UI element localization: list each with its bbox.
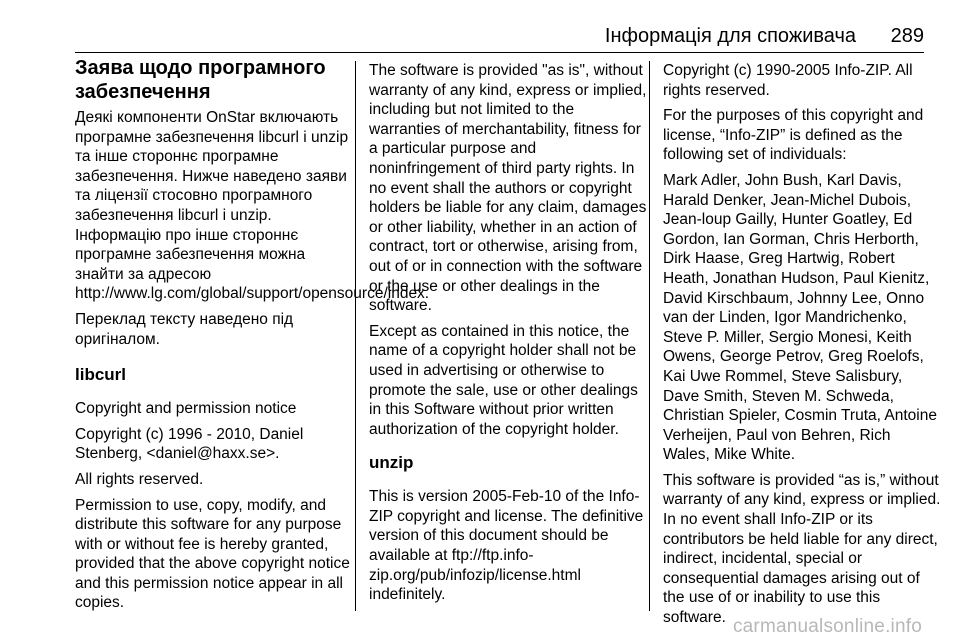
page-number: 289: [890, 25, 924, 47]
paragraph: Copyright and permission notice: [75, 400, 297, 418]
paragraph: Copyright (c) 1996 - 2010, Daniel Stenberg, <daniel@haxx.se>.: [75, 425, 304, 463]
column-1: [75, 56, 430, 619]
paragraph: Copyright (c) 1990-2005 Info-ZIP. All rights reserved.: [663, 62, 913, 99]
column-divider-2: [649, 61, 650, 611]
paragraph: Permission to use, copy, modify, and distribute this software for any purpose with or without fee is hereby granted, provided that the above copyright notice and this permission notice appear in all copies.: [75, 496, 350, 612]
paragraph: For the purposes of this copyright and license, “Info-ZIP” is defined as the following set of individuals:: [663, 107, 924, 164]
page-header: [0, 0, 960, 52]
paragraph: This is version 2005-Feb-10 of the Info-ZIP copyright and license. The definitive version of this document should be available at ftp://ftp.info-zip.org/pub/infozip/license.html indefinitely.: [369, 488, 644, 604]
paragraph: The software is provided "as is", without warranty of any kind, express or implied, including but not limited to the warranties of merchantability, fitness for a particular purpose and noninfringement of third party rights. In no event shall the authors or copyright holders be liable for any claim, damages or other liability, whether in an action of contract, tort or otherwise, arising from, out of or in connection with the software or the use or other dealings in the software.: [369, 62, 647, 315]
paragraph: Деякі компоненти OnStar включають програмне забезпечення libcurl і unzip та інше стороннє програмне забезпечення. Нижче наведено заяви та ліцензії стосовно програмного забезпечення libcurl і unzip. Інформацію про інше стороннє програмне забезпечення можна знайти за адресою http://www.lg.com/global/support/opensource/index.: [75, 109, 430, 303]
paragraph: Mark Adler, John Bush, Karl Davis, Harald Denker, Jean-Michel Dubois, Jean-loup Gailly, Hunter Goatley, Ed Gordon, Ian Gorman, Chris Herborth, Dirk Haase, Greg Hartwig, Robert Heath, Jonathan Hudson, Paul Kienitz, David Kirschbaum, Johnny Lee, Onno van der Linden, Igor Mandrichenko, Steve P. Miller, Sergio Monesi, Keith Owens, George Petrov, Greg Roelofs, Kai Uwe Rommel, Steve Salisbury, Dave Smith, Steven M. Schweda, Christian Spieler, Cosmin Truta, Antoine Verheijen, Paul von Behren, Rich Wales, Mike White.: [663, 171, 937, 464]
paragraph: This software is provided “as is,” without warranty of any kind, express or implied. In no event shall Info-ZIP or its contributors be held liable for any direct, indirect, incidental, special or consequential damages arising out of the use of or inability to use this software.: [663, 471, 941, 627]
column-divider-1: [355, 61, 356, 611]
paragraph: Переклад тексту наведено під оригіналом.: [75, 310, 294, 348]
subheading-libcurl: libcurl: [75, 365, 127, 385]
paragraph: Except as contained in this notice, the name of a copyright holder shall not be used in advertising or otherwise to promote the sale, use or other dealings in this Software without prior written authorization of the copyright holder.: [369, 322, 638, 438]
watermark: carmanualsonline.info: [732, 616, 922, 637]
page-title: Інформація для споживача: [604, 25, 856, 47]
subheading-unzip: unzip: [369, 453, 414, 473]
section-heading: Заява щодо програмного забезпечення: [75, 57, 326, 103]
paragraph: All rights reserved.: [75, 470, 204, 488]
column-3: [663, 61, 941, 634]
column-2: [369, 61, 647, 611]
header-divider: [75, 52, 924, 53]
